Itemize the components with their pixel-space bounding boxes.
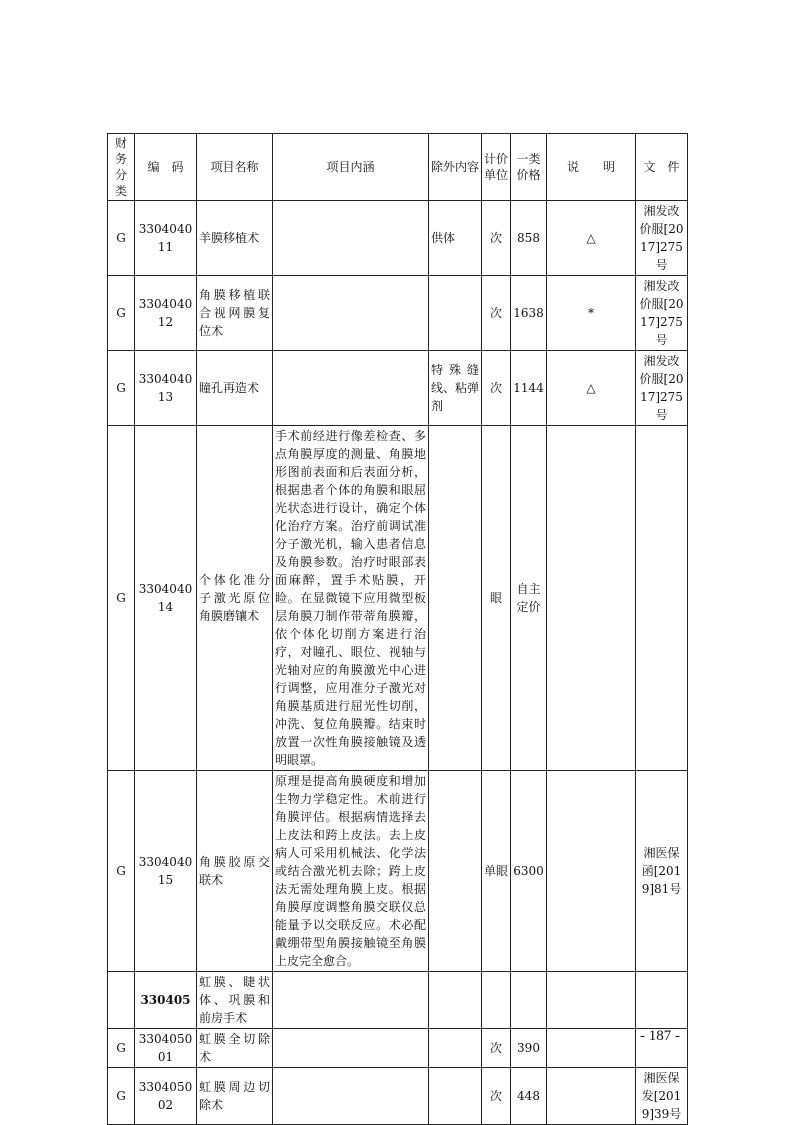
cell-note <box>547 426 636 771</box>
cell-unit: 次 <box>482 1068 511 1125</box>
header-cell-unit: 计价单位 <box>482 134 511 201</box>
header-cell-category: 财务分类 <box>108 134 135 201</box>
table-row <box>108 1029 688 1068</box>
cell-price: 858 <box>511 201 547 276</box>
cell-note <box>547 1068 636 1125</box>
cell-note: * <box>547 276 636 351</box>
cell-code: 330404012 <box>135 276 197 351</box>
cell-document <box>636 426 688 771</box>
cell-excluded <box>429 1029 482 1068</box>
cell-category: G <box>108 426 135 771</box>
cell-excluded <box>429 972 482 1029</box>
cell-category <box>108 972 135 1029</box>
cell-excluded <box>429 771 482 972</box>
cell-unit: 次 <box>482 1029 511 1068</box>
cell-content <box>273 276 429 351</box>
cell-category: G <box>108 771 135 972</box>
table-row <box>108 351 688 426</box>
cell-excluded: 特殊缝线、粘弹剂 <box>429 351 482 426</box>
cell-note: △ <box>547 201 636 276</box>
header-cell-price: 一类价格 <box>511 134 547 201</box>
cell-code: 330404015 <box>135 771 197 972</box>
cell-content <box>273 201 429 276</box>
cell-category: G <box>108 351 135 426</box>
header-cell-name: 项目名称 <box>197 134 273 201</box>
cell-content: 手术前经进行像差检查、多点角膜厚度的测量、角膜地形图前表面和后表面分析，根据患者个体的角膜和眼屈光状态进行设计，确定个体化治疗方案。治疗前调试准分子激光机，输入患者信息及角膜参数。治疗时眼部表面麻醉，置手术贴膜，开睑。在显微镜下应用微型板层角膜刀制作带蒂角膜瓣，依个体化切削方案进行治疗，对瞳孔、眼位、视轴与光轴对应的角膜激光中心进行调整，应用准分子激光对角膜基质进行屈光性切削，冲洗、复位角膜瓣。结束时放置一次性角膜接触镜及透明眼罩。 <box>273 426 429 771</box>
cell-price: 448 <box>511 1068 547 1125</box>
cell-price: 自主定价 <box>511 426 547 771</box>
header-cell-note: 说 明 <box>547 134 636 201</box>
cell-unit: 次 <box>482 351 511 426</box>
cell-unit: 单眼 <box>482 771 511 972</box>
header-cell-excluded: 除外内容 <box>429 134 482 201</box>
cell-name: 瞳孔再造术 <box>197 351 273 426</box>
cell-name: 角膜胶原交联术 <box>197 771 273 972</box>
cell-note <box>547 1029 636 1068</box>
cell-content: 原理是提高角膜硬度和增加生物力学稳定性。术前进行角膜评估。根据病情选择去上皮法和跨上皮法。去上皮病人可采用机械法、化学法或结合激光机去除；跨上皮法无需处理角膜上皮。根据角膜厚度调整角膜交联仪总能量予以交联反应。术必配戴绷带型角膜接触镜至角膜上皮完全愈合。 <box>273 771 429 972</box>
table-row-section <box>108 972 688 1029</box>
cell-code: 330404014 <box>135 426 197 771</box>
cell-category: G <box>108 1029 135 1068</box>
cell-excluded <box>429 276 482 351</box>
cell-document <box>636 972 688 1029</box>
cell-content <box>273 351 429 426</box>
cell-document: 湘发改价服[2017]275号 <box>636 351 688 426</box>
cell-unit: 眼 <box>482 426 511 771</box>
table-row <box>108 771 688 972</box>
table-row <box>108 201 688 276</box>
cell-code: 330405001 <box>135 1029 197 1068</box>
cell-document: 湘医保发[2019]39号 <box>636 1068 688 1125</box>
cell-document: 湘医保函[2019]81号 <box>636 771 688 972</box>
cell-code: 330405002 <box>135 1068 197 1125</box>
cell-excluded <box>429 426 482 771</box>
cell-name: 个体化准分子激光原位角膜磨镶术 <box>197 426 273 771</box>
cell-price: 1638 <box>511 276 547 351</box>
header-cell-document: 文 件 <box>636 134 688 201</box>
cell-unit: 次 <box>482 276 511 351</box>
cell-content <box>273 972 429 1029</box>
cell-price <box>511 972 547 1029</box>
cell-name: 羊膜移植术 <box>197 201 273 276</box>
table-row <box>108 426 688 771</box>
cell-price: 390 <box>511 1029 547 1068</box>
cell-code: 330404013 <box>135 351 197 426</box>
cell-price: 6300 <box>511 771 547 972</box>
cell-document: 湘发改价服[2017]275号 <box>636 276 688 351</box>
cell-name: 虹膜周边切除术 <box>197 1068 273 1125</box>
cell-category: G <box>108 1068 135 1125</box>
cell-excluded: 供体 <box>429 201 482 276</box>
cell-code: 330405 <box>135 972 197 1029</box>
cell-code: 330404011 <box>135 201 197 276</box>
price-table <box>107 133 688 1125</box>
table-header-row <box>108 134 688 201</box>
cell-note <box>547 972 636 1029</box>
cell-unit <box>482 972 511 1029</box>
cell-note: △ <box>547 351 636 426</box>
cell-price: 1144 <box>511 351 547 426</box>
page-number: - 187 - <box>640 1028 680 1044</box>
table-row <box>108 1068 688 1125</box>
cell-note <box>547 771 636 972</box>
header-cell-content: 项目内涵 <box>273 134 429 201</box>
cell-name: 虹膜、睫状体、巩膜和前房手术 <box>197 972 273 1029</box>
header-cell-code: 编 码 <box>135 134 197 201</box>
cell-category: G <box>108 276 135 351</box>
cell-document: 湘发改价服[2017]275号 <box>636 201 688 276</box>
table-row <box>108 276 688 351</box>
cell-name: 角膜移植联合视网膜复位术 <box>197 276 273 351</box>
cell-name: 虹膜全切除术 <box>197 1029 273 1068</box>
cell-category: G <box>108 201 135 276</box>
cell-content <box>273 1029 429 1068</box>
cell-unit: 次 <box>482 201 511 276</box>
cell-excluded <box>429 1068 482 1125</box>
cell-content <box>273 1068 429 1125</box>
